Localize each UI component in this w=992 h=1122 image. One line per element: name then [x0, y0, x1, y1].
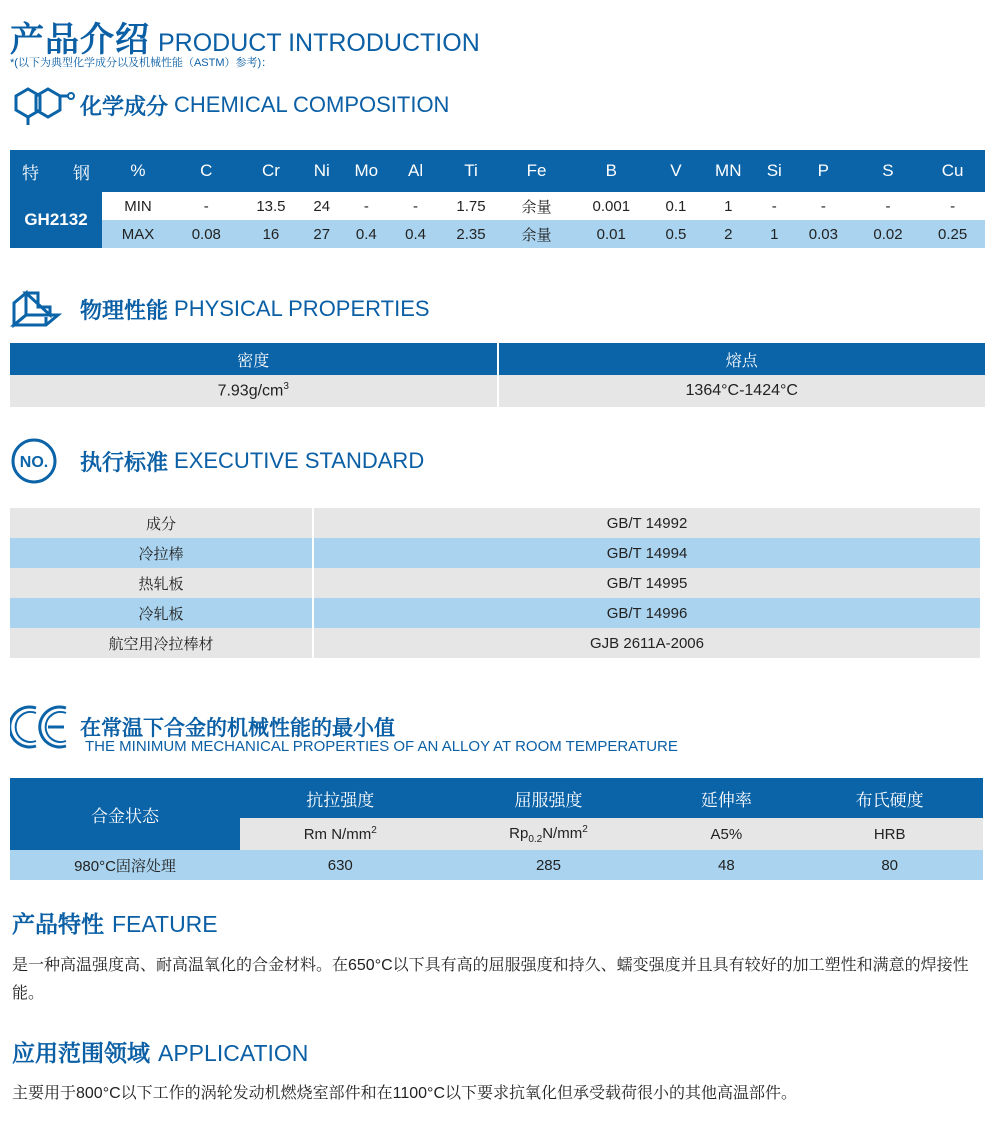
chem-cell: MIN — [102, 192, 174, 220]
phys-header-row — [10, 343, 985, 375]
mech-unit — [240, 818, 441, 850]
unit2-text-b: N/mm — [542, 824, 583, 842]
mech-col: 抗拉强度 — [240, 778, 441, 818]
std-item: 冷拉棒 — [10, 538, 313, 568]
chem-grade: GH2132 — [10, 192, 102, 248]
application-heading — [12, 1035, 308, 1068]
title-en: PRODUCT INTRODUCTION — [158, 29, 480, 57]
chem-max-row — [10, 220, 985, 248]
std-code: GJB 2611A-2006 — [313, 628, 981, 658]
mech-unit: HRB — [796, 818, 983, 850]
unit2-text-a: Rp — [509, 824, 529, 842]
std-item: 热轧板 — [10, 568, 313, 598]
chem-cell: 0.001 — [570, 192, 653, 220]
page-title — [10, 12, 480, 59]
mechanical-title-en: THE MINIMUM MECHANICAL PROPERTIES OF AN ALLOY AT ROOM TEMPERATURE — [85, 738, 678, 755]
chem-col: Cu — [920, 150, 985, 192]
feature-text: 是一种高温强度高、耐高温氧化的合金材料。在650°C以下具有高的屈服强度和持久、蠕变强度并且具有较好的加工塑性和满意的焊接性能。 — [12, 957, 969, 1002]
feature-title-en: FEATURE — [112, 911, 218, 937]
chem-cell: - — [392, 192, 438, 220]
std-row — [10, 598, 981, 628]
standard-section-heading — [10, 436, 424, 486]
chem-cell: 余量 — [503, 192, 569, 220]
chem-cell: 13.5 — [239, 192, 304, 220]
physical-section-heading — [10, 284, 430, 334]
unit1-sup: 2 — [371, 825, 377, 836]
std-code: GB/T 14994 — [313, 538, 981, 568]
std-item: 航空用冷拉棒材 — [10, 628, 313, 658]
chemical-section-heading — [10, 80, 449, 130]
mech-state-header: 合金状态 — [10, 778, 240, 850]
standard-title-en: EXECUTIVE STANDARD — [174, 448, 425, 473]
chem-header-a: 特 — [22, 163, 39, 183]
chem-header-row — [10, 150, 985, 192]
chem-cell: 0.5 — [653, 220, 699, 248]
mech-unit — [441, 818, 657, 850]
unit2-sub: 0.2 — [528, 833, 543, 845]
feature-heading — [12, 906, 218, 939]
unit1-text: Rm N/mm — [303, 826, 372, 843]
chem-cell: - — [856, 192, 921, 220]
std-row — [10, 538, 981, 568]
chem-col: B — [570, 150, 653, 192]
mech-value: 80 — [796, 850, 983, 880]
phys-melt-cell: 1364°C-1424°C — [498, 375, 986, 407]
chem-cell: 1 — [699, 192, 758, 220]
chem-col: Mo — [340, 150, 392, 192]
chem-cell: 2 — [699, 220, 758, 248]
chem-col: Si — [758, 150, 791, 192]
chem-cell: 0.01 — [570, 220, 653, 248]
std-code: GB/T 14992 — [313, 508, 981, 538]
chem-cell: 2.35 — [439, 220, 504, 248]
chem-col: C — [174, 150, 239, 192]
unit2-sup: 2 — [582, 823, 588, 835]
chem-cell: - — [758, 192, 791, 220]
std-row — [10, 568, 981, 598]
number-badge-text: NO. — [19, 454, 49, 471]
chem-min-row — [10, 192, 985, 220]
std-code: GB/T 14995 — [313, 568, 981, 598]
mech-unit: A5% — [656, 818, 796, 850]
chem-cell: 0.4 — [340, 220, 392, 248]
physical-title-cn: 物理性能 — [80, 297, 169, 323]
application-title-cn: 应用范围领域 — [12, 1040, 150, 1066]
chem-cell: 1 — [758, 220, 791, 248]
chem-header-b: 钢 — [73, 163, 90, 183]
density-value: 7.93g/cm — [217, 382, 284, 400]
ce-mark-icon — [10, 702, 80, 752]
mech-value: 285 — [441, 850, 657, 880]
chem-cell: 0.03 — [791, 220, 856, 248]
chem-cell: 24 — [303, 192, 340, 220]
phys-value-row — [10, 375, 985, 407]
chem-col: MN — [699, 150, 758, 192]
feature-title-cn: 产品特性 — [12, 911, 104, 937]
chem-cell: - — [791, 192, 856, 220]
phys-header-melt: 熔点 — [498, 343, 986, 375]
physical-properties-table — [10, 343, 985, 407]
mech-value-row — [10, 850, 983, 880]
mech-col: 延伸率 — [656, 778, 796, 818]
mech-col: 屈服强度 — [441, 778, 657, 818]
chem-col: S — [856, 150, 921, 192]
chem-cell: 余量 — [503, 220, 569, 248]
chemical-title-en: CHEMICAL COMPOSITION — [174, 92, 450, 117]
chem-col: Ti — [439, 150, 504, 192]
chem-cell: 1.75 — [439, 192, 504, 220]
chem-cell: 0.1 — [653, 192, 699, 220]
reference-note: *(以下为典型化学成分以及机械性能（ASTM）参考)： — [10, 57, 273, 69]
mechanical-title-cn: 在常温下合金的机械性能的最小值 — [80, 717, 395, 740]
std-item: 成分 — [10, 508, 313, 538]
chem-cell: MAX — [102, 220, 174, 248]
std-row — [10, 508, 981, 538]
mech-value: 48 — [656, 850, 796, 880]
chem-cell: 0.08 — [174, 220, 239, 248]
title-cn: 产品介绍 — [10, 21, 150, 59]
chem-cell: 27 — [303, 220, 340, 248]
chem-col: % — [102, 150, 174, 192]
chem-cell: 0.25 — [920, 220, 985, 248]
profile-bar-icon — [10, 284, 80, 334]
std-row — [10, 628, 981, 658]
chem-cell: - — [174, 192, 239, 220]
chem-cell: 0.02 — [856, 220, 921, 248]
chemical-title-cn: 化学成分 — [80, 93, 169, 119]
std-item: 冷轧板 — [10, 598, 313, 628]
application-text: 主要用于800°C以下工作的涡轮发动机燃烧室部件和在1100°C以下要求抗氧化但承受载荷很小的其他高温部件。 — [12, 1085, 798, 1102]
chem-cell: 0.4 — [392, 220, 438, 248]
molecule-icon — [10, 80, 80, 130]
chem-col: Al — [392, 150, 438, 192]
chem-header-grade — [10, 150, 102, 192]
mech-col: 布氏硬度 — [796, 778, 983, 818]
chem-col: V — [653, 150, 699, 192]
phys-density-cell — [10, 375, 498, 407]
application-title-en: APPLICATION — [158, 1040, 309, 1066]
standard-table — [10, 508, 982, 658]
chem-col: P — [791, 150, 856, 192]
number-badge-icon — [10, 436, 80, 486]
chemical-composition-table — [10, 150, 985, 248]
physical-title-en: PHYSICAL PROPERTIES — [174, 296, 430, 321]
mech-value: 630 — [240, 850, 441, 880]
standard-title-cn: 执行标准 — [80, 449, 169, 475]
chem-cell: 16 — [239, 220, 304, 248]
mech-header-row — [10, 778, 983, 818]
phys-header-density: 密度 — [10, 343, 498, 375]
chem-col: Cr — [239, 150, 304, 192]
chem-cell: - — [340, 192, 392, 220]
chem-col: Fe — [503, 150, 569, 192]
mech-state: 980°C固溶处理 — [10, 850, 240, 880]
chem-cell: - — [920, 192, 985, 220]
chem-col: Ni — [303, 150, 340, 192]
density-sup: 3 — [283, 381, 289, 393]
mechanical-table — [10, 778, 983, 880]
std-code: GB/T 14996 — [313, 598, 981, 628]
